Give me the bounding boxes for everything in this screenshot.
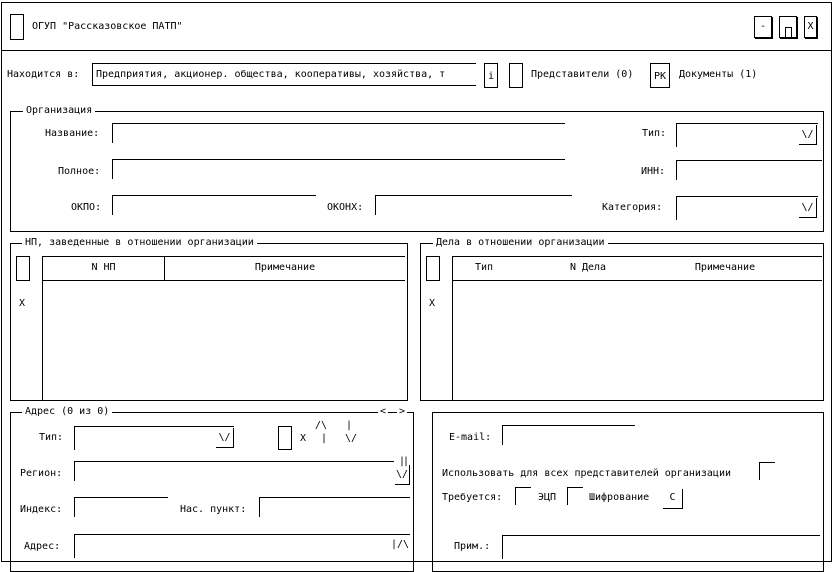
email-input[interactable]: [502, 425, 635, 445]
name-label: Название:: [45, 128, 100, 139]
region-scroll-bar-2: |: [403, 456, 410, 467]
eds-checkbox[interactable]: [515, 487, 531, 505]
np-col-number[interactable]: N НП: [91, 262, 116, 273]
region-label: Регион:: [20, 468, 63, 479]
rk-button[interactable]: РК: [650, 63, 670, 88]
full-name-label: Полное:: [58, 166, 101, 177]
category-label: Категория:: [602, 202, 663, 213]
org-legend: Организация: [23, 105, 95, 117]
cases-header-line: [452, 280, 822, 281]
inn-label: ИНН:: [641, 166, 666, 177]
okonh-label: ОКОНХ:: [327, 202, 364, 213]
address-type-select[interactable]: [74, 426, 234, 450]
okpo-input[interactable]: [112, 195, 316, 215]
note-label: Прим.:: [454, 541, 491, 552]
address-next-button[interactable]: >: [399, 406, 406, 417]
cases-col-note[interactable]: Примечание: [694, 262, 756, 273]
type-label: Тип:: [642, 128, 667, 139]
maximize-icon: [785, 27, 792, 37]
address-legend: Адрес (0 из 0): [22, 406, 112, 418]
representatives-button[interactable]: [509, 63, 523, 88]
address-prev-button[interactable]: <: [380, 406, 387, 417]
use-all-checkbox[interactable]: [759, 462, 775, 480]
window-icon[interactable]: [10, 14, 24, 40]
np-header-line: [42, 280, 405, 281]
address-bar-left: |: [321, 433, 328, 444]
region-scroll-bar[interactable]: |: [399, 456, 403, 467]
address-input[interactable]: [74, 534, 410, 558]
address-move-down-icon[interactable]: \/: [345, 433, 358, 444]
inn-input[interactable]: [676, 160, 822, 180]
maximize-button[interactable]: [779, 16, 797, 38]
use-all-label: Использовать для всех представителей организации: [442, 468, 731, 479]
np-select-all-checkbox[interactable]: [16, 256, 30, 281]
documents-label[interactable]: Документы (1): [679, 69, 758, 80]
located-label: Находится в:: [7, 69, 80, 80]
located-value: Предприятия, акционер. общества, кооперативы, хозяйства, т: [96, 69, 446, 80]
eds-label: ЭЦП: [538, 492, 557, 503]
address-new-button[interactable]: [278, 426, 292, 450]
category-dropdown-icon[interactable]: \/: [799, 198, 817, 218]
address-move-up-icon[interactable]: /\: [315, 420, 328, 431]
address-scroll-icon[interactable]: |/\: [391, 539, 410, 550]
cases-select-all-checkbox[interactable]: [426, 256, 440, 281]
np-delete-button[interactable]: X: [19, 298, 26, 309]
index-label: Индекс:: [20, 504, 63, 515]
required-label: Требуется:: [442, 492, 503, 503]
window-title: ОГУП "Рассказовское ПАТП": [32, 21, 183, 32]
email-label: E-mail:: [449, 432, 492, 443]
cases-table: [452, 256, 822, 400]
cases-delete-button[interactable]: X: [429, 298, 436, 309]
close-button[interactable]: X: [804, 16, 817, 38]
okonh-input[interactable]: [375, 195, 572, 215]
region-dropdown-icon[interactable]: \/: [395, 465, 410, 485]
address-type-dropdown-icon[interactable]: \/: [216, 428, 234, 448]
np-legend: НП, заведенные в отношении организации: [22, 237, 257, 249]
cases-col-number[interactable]: N Дела: [569, 262, 607, 273]
representatives-label[interactable]: Представители (0): [531, 69, 634, 80]
np-table: [42, 256, 405, 400]
encryption-checkbox[interactable]: [567, 487, 583, 505]
okpo-label: ОКПО:: [71, 202, 102, 213]
minimize-button[interactable]: -: [754, 16, 772, 38]
index-input[interactable]: [74, 497, 168, 517]
cases-legend: Дела в отношении организации: [433, 237, 608, 249]
note-input[interactable]: [502, 535, 820, 559]
c-button[interactable]: С: [663, 489, 683, 509]
info-button[interactable]: i: [484, 63, 498, 88]
address-label: Адрес:: [24, 541, 61, 552]
type-dropdown-icon[interactable]: \/: [799, 125, 817, 145]
encryption-label: Шифрование: [589, 492, 650, 503]
locality-label: Нас. пункт:: [180, 504, 247, 515]
np-col-note[interactable]: Примечание: [254, 262, 316, 273]
type-select[interactable]: [676, 123, 818, 147]
name-input[interactable]: [112, 123, 565, 143]
address-delete-button[interactable]: X: [300, 433, 307, 444]
cases-col-type[interactable]: Тип: [474, 262, 494, 273]
locality-input[interactable]: [259, 497, 410, 517]
address-type-label: Тип:: [39, 432, 64, 443]
address-bar-right: |: [346, 420, 353, 431]
title-separator: [1, 50, 832, 51]
full-name-input[interactable]: [112, 159, 565, 179]
category-select[interactable]: [676, 196, 818, 220]
region-input[interactable]: [74, 461, 394, 481]
